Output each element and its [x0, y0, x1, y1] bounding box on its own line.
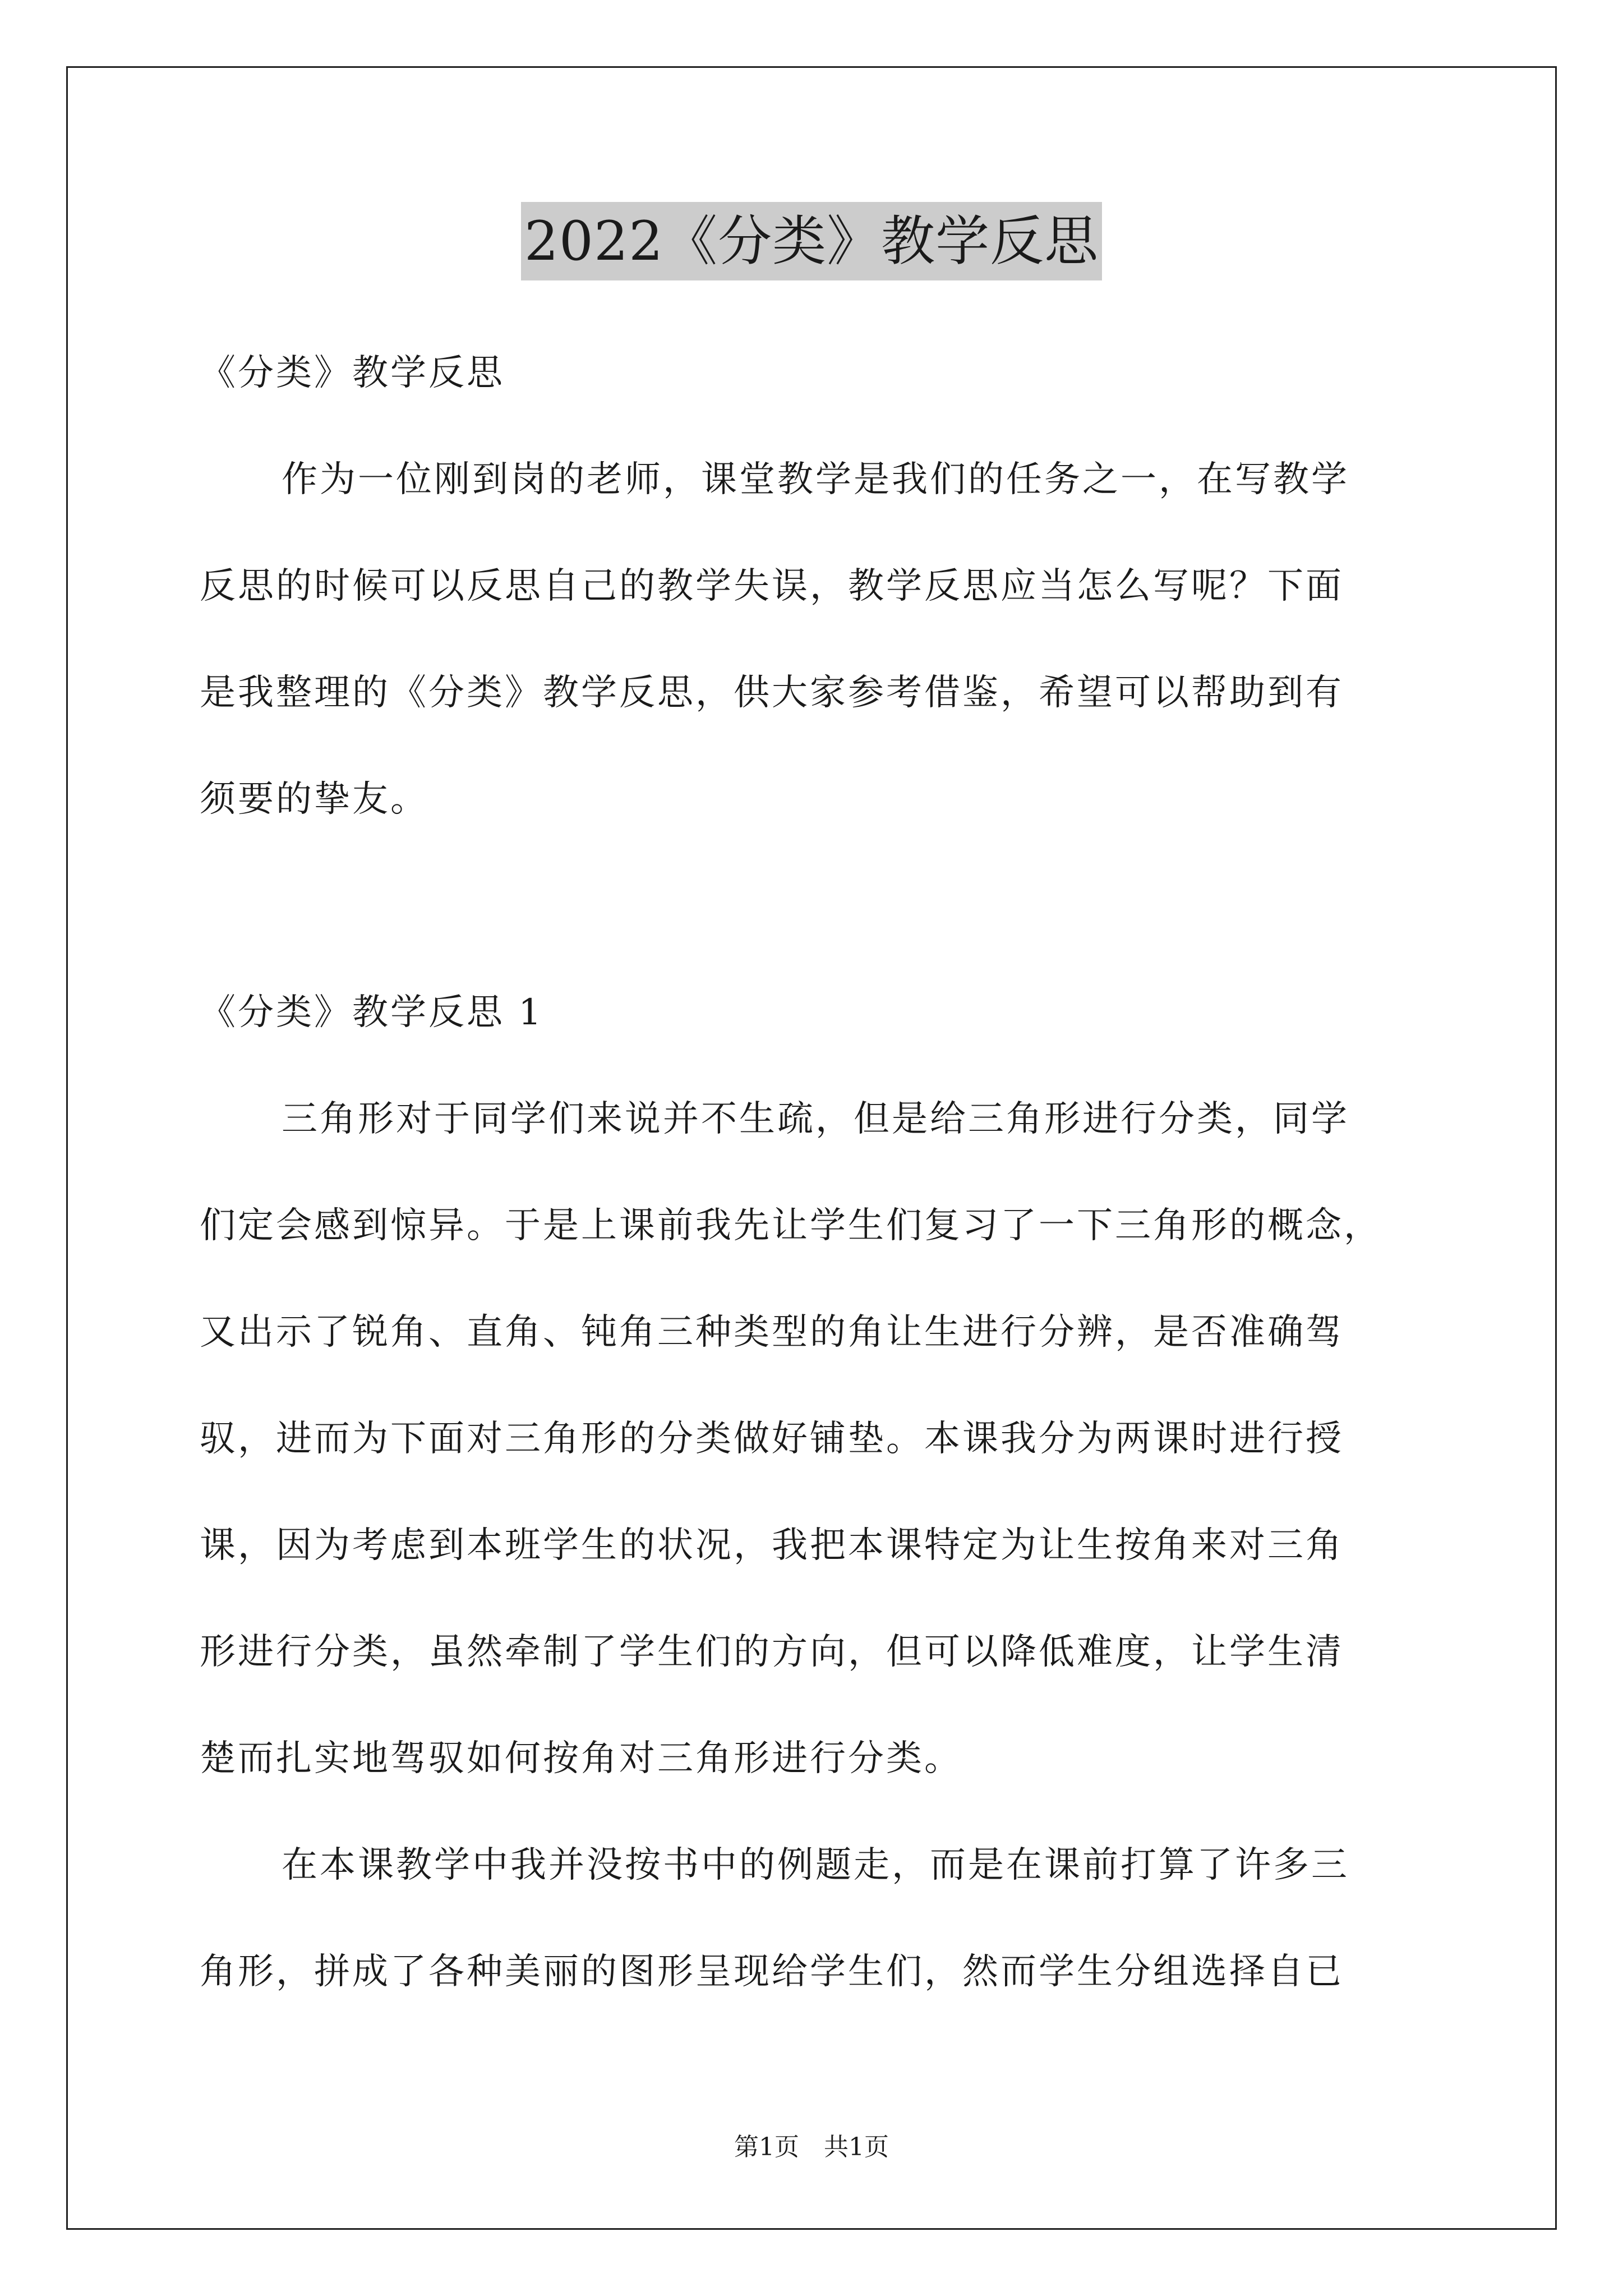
paragraph-line: 角形，拼成了各种美丽的图形呈现给学生们，然而学生分组选择自已: [200, 1951, 1344, 1993]
paragraph-line: 课，因为考虑到本班学生的状况，我把本课特定为让生按角来对三角: [200, 1525, 1344, 1566]
paragraph-line: 形进行分类，虽然牵制了学生们的方向，但可以降低难度，让学生清: [200, 1631, 1344, 1673]
paragraph-line: 三角形对于同学们来说并不生疏，但是给三角形进行分类，同学: [282, 1098, 1349, 1140]
paragraph-line: 又出示了锐角、直角、钝角三种类型的角让生进行分辨，是否准确驾: [200, 1312, 1344, 1353]
paragraph-line: 须要的挚友。: [200, 779, 428, 820]
page-number-label: 第1页 共1页: [734, 2133, 889, 2161]
paragraph-line: 作为一位刚到岗的老师，课堂教学是我们的任务之一，在写教学: [282, 459, 1349, 500]
paragraph-line: 们定会感到惊异。于是上课前我先让学生们复习了一下三角形的概念，: [200, 1205, 1382, 1246]
paragraph-line: 在本课教学中我并没按书中的例题走，而是在课前打算了许多三: [282, 1844, 1349, 1886]
section-heading: 《分类》教学反思: [200, 352, 505, 394]
paragraph-line: 楚而扎实地驾驭如何按角对三角形进行分类。: [200, 1738, 962, 1779]
document-body: [200, 342, 1456, 2047]
page-footer: [0, 2131, 1623, 2164]
section-heading: 《分类》教学反思 1: [200, 992, 544, 1033]
paragraph-gap: [200, 875, 1456, 982]
document-title: 2022《分类》教学反思: [521, 202, 1102, 280]
paragraph-line: 是我整理的《分类》教学反思，供大家参考借鉴，希望可以帮助到有: [200, 672, 1344, 714]
paragraph-line: 驭，进而为下面对三角形的分类做好铺垫。本课我分为两课时进行授: [200, 1418, 1344, 1460]
title-wrap: [0, 202, 1623, 280]
paragraph-line: 反思的时候可以反思自己的教学失误，教学反思应当怎么写呢？下面: [200, 565, 1344, 607]
